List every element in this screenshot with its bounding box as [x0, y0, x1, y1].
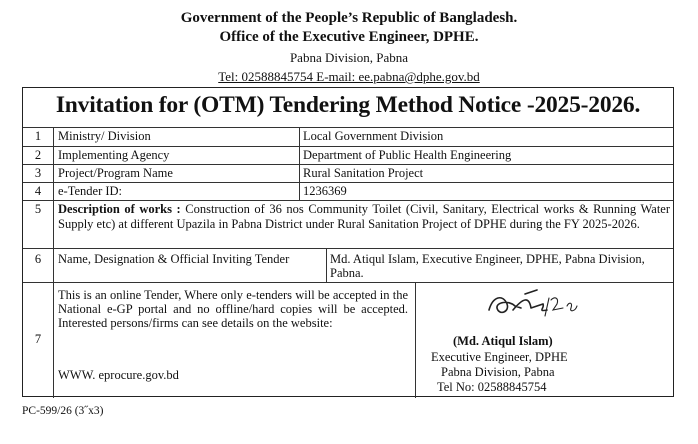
publication-code: PC-599/26 (3˝x3) — [22, 405, 104, 417]
website-link: WWW. eprocure.gov.bd — [58, 368, 179, 382]
signatory-office: Pabna Division, Pabna — [441, 365, 555, 379]
row-number: 3 — [34, 166, 42, 180]
column-divider — [415, 282, 416, 398]
row-label: Ministry/ Division — [58, 129, 151, 143]
notice-box — [22, 87, 674, 397]
row-value: Local Government Division — [303, 129, 444, 143]
header-office: Office of the Executive Engineer, DPHE. — [219, 29, 479, 45]
row-label: Implementing Agency — [58, 148, 170, 162]
row-number: 7 — [34, 332, 42, 346]
column-divider — [299, 127, 300, 200]
rule — [23, 248, 673, 249]
row-value: 1236369 — [303, 184, 347, 198]
rule — [23, 127, 673, 128]
inviting-official: Md. Atiqul Islam, Executive Engineer, DPHE, Pabna Division, Pabna. — [330, 252, 645, 280]
signature-image — [485, 286, 585, 326]
header-contact — [0, 69, 698, 85]
rule — [23, 200, 673, 201]
row-label: e-Tender ID: — [58, 184, 123, 198]
row-value: Department of Public Health Engineering — [303, 148, 512, 162]
rule — [23, 146, 673, 147]
rule — [23, 164, 673, 165]
contact-line: Tel: 02588845754 E-mail: ee.pabna@dphe.gov.bd — [218, 69, 480, 84]
row-label: Project/Program Name — [58, 166, 173, 180]
row-value: Rural Sanitation Project — [303, 166, 424, 180]
row-number: 4 — [34, 184, 42, 198]
rule — [23, 182, 673, 183]
row-number: 6 — [34, 252, 42, 266]
column-divider — [53, 127, 54, 398]
description-text: Construction of 36 nos Community Toilet (Civil, Sanitary, Electrical works & Running Water Supply etc) at different Upazila in Pabna District under Rural Sanitation Project of DPHE during the FY 2025-2026. — [58, 202, 671, 231]
description-label: Description of works : — [58, 202, 181, 216]
online-tender-notice: This is an online Tender, Where only e-tenders will be accepted in the National e-GP portal and no offline/hard copies will be accepted. Interested persons/firms can see details on the website: — [58, 288, 408, 330]
signatory-name: (Md. Atiqul Islam) — [453, 334, 553, 348]
row-label: Name, Designation & Official Inviting Tender — [58, 252, 290, 266]
rule — [23, 282, 673, 283]
signatory-tel: Tel No: 02588845754 — [437, 380, 547, 394]
header-division: Pabna Division, Pabna — [289, 50, 409, 65]
header-government: Government of the People’s Republic of Bangladesh. — [180, 10, 518, 26]
row-number: 5 — [34, 202, 42, 216]
notice-title: Invitation for (OTM) Tendering Method Notice -2025-2026. — [55, 92, 641, 118]
signatory-title: Executive Engineer, DPHE — [431, 350, 568, 364]
row-number: 2 — [34, 148, 42, 162]
column-divider — [326, 248, 327, 282]
description-of-works — [58, 202, 670, 231]
row-number: 1 — [34, 129, 42, 143]
